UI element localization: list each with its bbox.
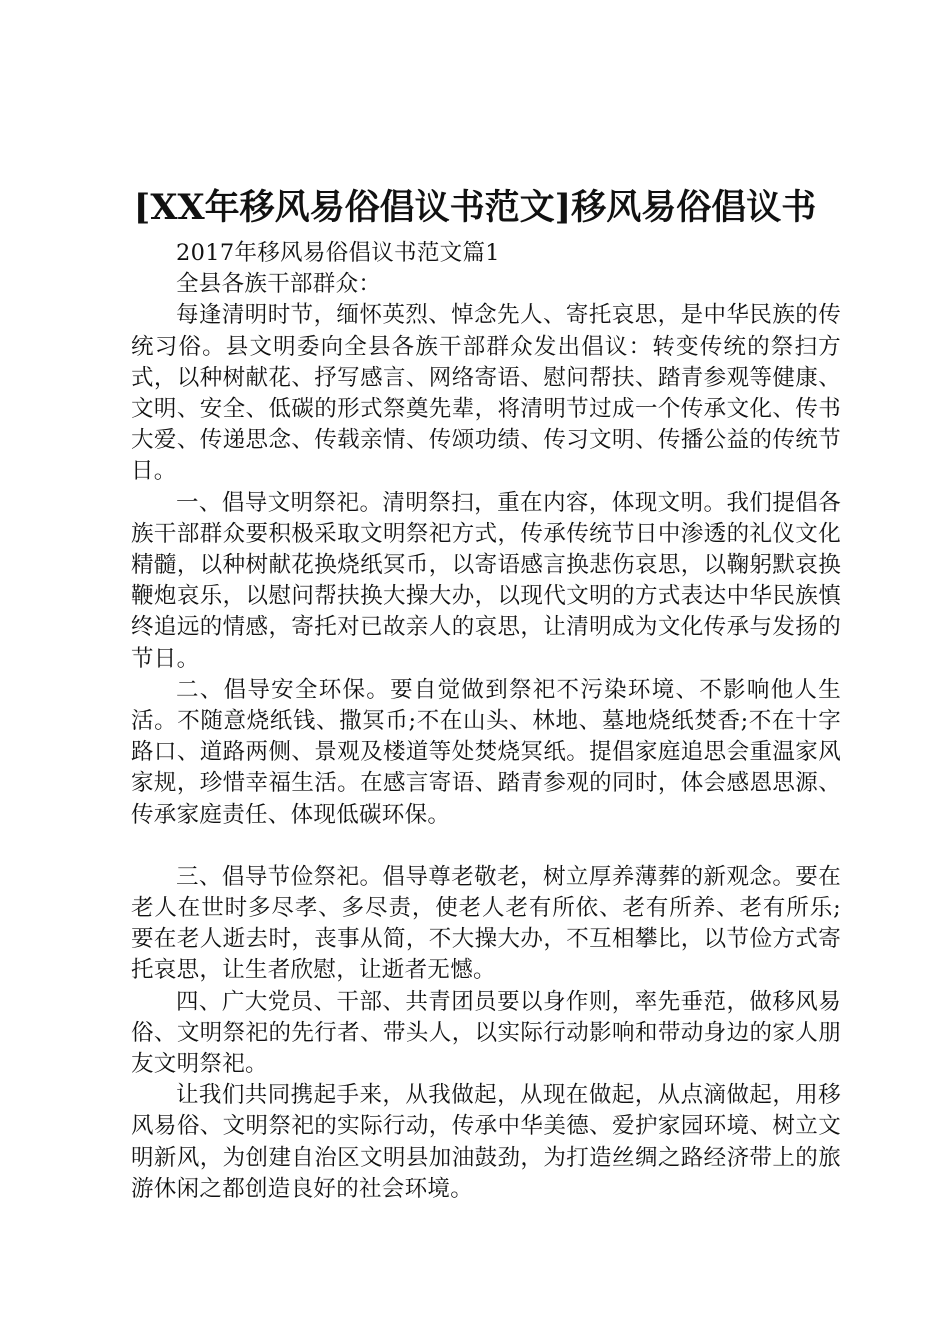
paragraph-intro: 每逢清明时节，缅怀英烈、悼念先人、寄托哀思，是中华民族的传统习俗。县文明委向全县各族干部群众发出倡议：转变传统的祭扫方式，以种树献花、抒写感言、网络寄语、慰问帮扶、踏青参观等健康、文明、安全、低碳的形式祭奠先辈，将清明节过成一个传承文化、传书大爱、传递思念、传载亲情、传颂功绩、传习文明、传播公益的传统节日。	[131, 302, 841, 485]
paragraph-safety-environment: 二、倡导安全环保。要自觉做到祭祀不污染环境、不影响他人生活。不随意烧纸钱、撒冥币;不在山头、林地、墓地烧纸焚香;不在十字路口、道路两侧、景观及楼道等处焚烧冥纸。提倡家庭追思会重温家风家规，珍惜幸福生活。在感言寄语、踏青参观的同时，体会感恩思源、传承家庭责任、体现低碳环保。	[131, 676, 841, 828]
paragraph-party-members: 四、广大党员、干部、共青团员要以身作则，率先垂范，做移风易俗、文明祭祀的先行者、带头人，以实际行动影响和带动身边的家人朋友文明祭祀。	[131, 988, 841, 1078]
document-title: [XX年移风易俗倡议书范文]移风易俗倡议书	[133, 187, 817, 228]
blank-line	[131, 831, 841, 862]
paragraph-frugal-sacrifice: 三、倡导节俭祭祀。倡导尊老敬老，树立厚养薄葬的新观念。要在老人在世时多尽孝、多尽责，使老人老有所依、老有所养、老有所乐;要在老人逝去时，丧事从简，不大操大办，不互相攀比，以节俭方式寄托哀思，让生者欣慰，让逝者无憾。	[131, 863, 841, 984]
salutation: 全县各族干部群众：	[176, 271, 382, 298]
document-body	[131, 238, 841, 1205]
document-subtitle: 2017年移风易俗倡议书范文篇1	[176, 240, 500, 266]
paragraph-civilized-sacrifice: 一、倡导文明祭祀。清明祭扫，重在内容，体现文明。我们提倡各族干部群众要积极采取文明祭祀方式，传承传统节日中渗透的礼仪文化精髓，以种树献花换烧纸冥币，以寄语感言换悲伤哀思，以鞠躬默哀换鞭炮哀乐，以慰问帮扶换大操大办，以现代文明的方式表达中华民族慎终追远的情感，寄托对已故亲人的哀思，让清明成为文化传承与发扬的节日。	[131, 489, 841, 672]
paragraph-closing: 让我们共同携起手来，从我做起，从现在做起，从点滴做起，用移风易俗、文明祭祀的实际行动，传承中华美德、爱护家园环境、树立文明新风，为创建自治区文明县加油鼓劲，为打造丝绸之路经济带上的旅游休闲之都创造良好的社会环境。	[131, 1082, 841, 1202]
